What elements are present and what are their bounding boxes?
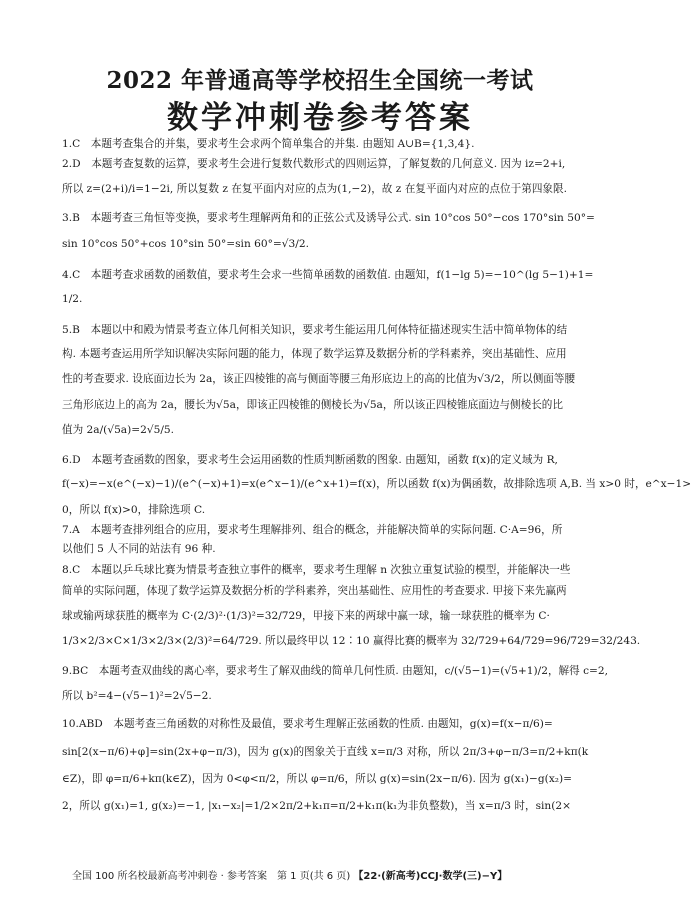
- answer-line: 球或输两球获胜的概率为 C·(2/3)²·(1/3)²=32/729，甲接下来的两球中赢一球，输一球获胜的概率为 C·: [62, 610, 550, 622]
- answer-line: 3.B 本题考查三角恒等变换，要求考生理解两角和的正弦公式及诱导公式. sin 10°cos 50°−cos 170°sin 50°=: [62, 212, 595, 224]
- answer-line: 0，所以 f(x)>0，排除选项 C.: [62, 504, 206, 516]
- answer-line: 值为 2a/(√5a)=2√5/5.: [62, 424, 175, 436]
- answer-line: sin 10°cos 50°+cos 10°sin 50°=sin 60°=√3/2.: [62, 238, 309, 250]
- answer-line: 1/2.: [62, 293, 83, 305]
- answer-line: 所以 z=(2+i)/i=1−2i, 所以复数 z 在复平面内对应的点为(1,−2)，故 z 在复平面内对应的点位于第四象限.: [62, 183, 567, 195]
- answer-line: ∈Z)，即 φ=π/6+kπ(k∈Z)，因为 0<φ<π/2，所以 φ=π/6，所以 g(x)=sin(2x−π/6). 因为 g(x₁)−g(x₂)=: [62, 773, 573, 785]
- answer-line: 10.ABD 本题考查三角函数的对称性及最值，要求考生理解正弦函数的性质. 由题知，g(x)=f(x−π/6)=: [62, 718, 553, 730]
- answer-line: 7.A 本题考查排列组合的应用，要求考生理解排列、组合的概念，并能解决简单的实际问题. C·A=96，所: [62, 524, 563, 536]
- answer-line: 1.C 本题考查集合的并集，要求考生会求两个简单集合的并集. 由题知 A∪B={1,3,4}.: [62, 138, 475, 150]
- page-footer: [72, 867, 572, 882]
- answer-line: 4.C 本题考查求函数的函数值，要求考生会求一些简单函数的函数值. 由题知，f(1−lg 5)=−10^(lg 5−1)+1=: [62, 269, 594, 281]
- footer-code: 【22·(新高考)CCJ·数学(三)−Y】: [353, 871, 508, 882]
- answer-line: 5.B 本题以中和殿为情景考查立体几何相关知识，要求考生能运用几何体特征描述现实生活中简单物体的结: [62, 324, 568, 336]
- answer-line: 简单的实际问题，体现了数学运算及数据分析的学科素养，突出基础性、应用性的考查要求. 甲接下来先赢两: [62, 585, 567, 597]
- answer-line: 性的考查要求. 设底面边长为 2a，该正四棱锥的高与侧面等腰三角形底边上的高的比值为√3/2，所以侧面等腰: [62, 373, 576, 385]
- answer-line: 所以 b²=4−(√5−1)²=2√5−2.: [62, 690, 212, 702]
- answer-key-title: 数学冲刺卷参考答案: [167, 100, 473, 136]
- answer-line: 以他们 5 人不同的站法有 96 种.: [62, 543, 216, 555]
- answer-line: 构. 本题考查运用所学知识解决实际问题的能力，体现了数学运算及数据分析的学科素养，突出基础性、应用: [62, 348, 567, 360]
- answer-line: 1/3×2/3×C×1/3×2/3×(2/3)²=64/729. 所以最终甲以 12∶10 赢得比赛的概率为 32/729+64/729=96/729=32/243.: [62, 635, 641, 647]
- footer-source: 全国 100 所名校最新高考冲刺卷 · 参考答案 第 1 页(共 6 页): [72, 871, 351, 882]
- answer-line: 8.C 本题以乒乓球比赛为情景考查独立事件的概率，要求考生理解 n 次独立重复试验的模型，并能解决一些: [62, 564, 571, 576]
- exam-title: 2022 年普通高等学校招生全国统一考试: [106, 67, 534, 94]
- answer-line: f(−x)=−x(e^(−x)−1)/(e^(−x)+1)=x(e^x−1)/(e^x+1)=f(x)，所以函数 f(x)为偶函数，故排除选项 A,B. 当 x>0 时，e^x−1>: [62, 478, 691, 490]
- answer-line: 6.D 本题考查函数的图象，要求考生会运用函数的性质判断函数的图象. 由题知，函数 f(x)的定义域为 R,: [62, 454, 558, 466]
- answer-line: 9.BC 本题考查双曲线的离心率，要求考生了解双曲线的简单几何性质. 由题知，c/(√5−1)=(√5+1)/2，解得 c=2,: [62, 665, 609, 677]
- answer-line: 2.D 本题考查复数的运算，要求考生会进行复数代数形式的四则运算，了解复数的几何意义. 因为 iz=2+i,: [62, 158, 566, 170]
- answer-line: 2，所以 g(x₁)=1, g(x₂)=−1, |x₁−x₂|=1/2×2π/2+k₁π=π/2+k₁π(k₁为非负整数)，当 x=π/3 时，sin(2×: [62, 800, 571, 812]
- answer-line: sin[2(x−π/6)+φ]=sin(2x+φ−π/3)，因为 g(x)的图象关于直线 x=π/3 对称，所以 2π/3+φ−π/3=π/2+kπ(k: [62, 746, 589, 758]
- answer-line: 三角形底边上的高为 2a，腰长为√5a，即该正四棱锥的侧棱长为√5a，所以该正四棱锥底面边与侧棱长的比: [62, 399, 563, 411]
